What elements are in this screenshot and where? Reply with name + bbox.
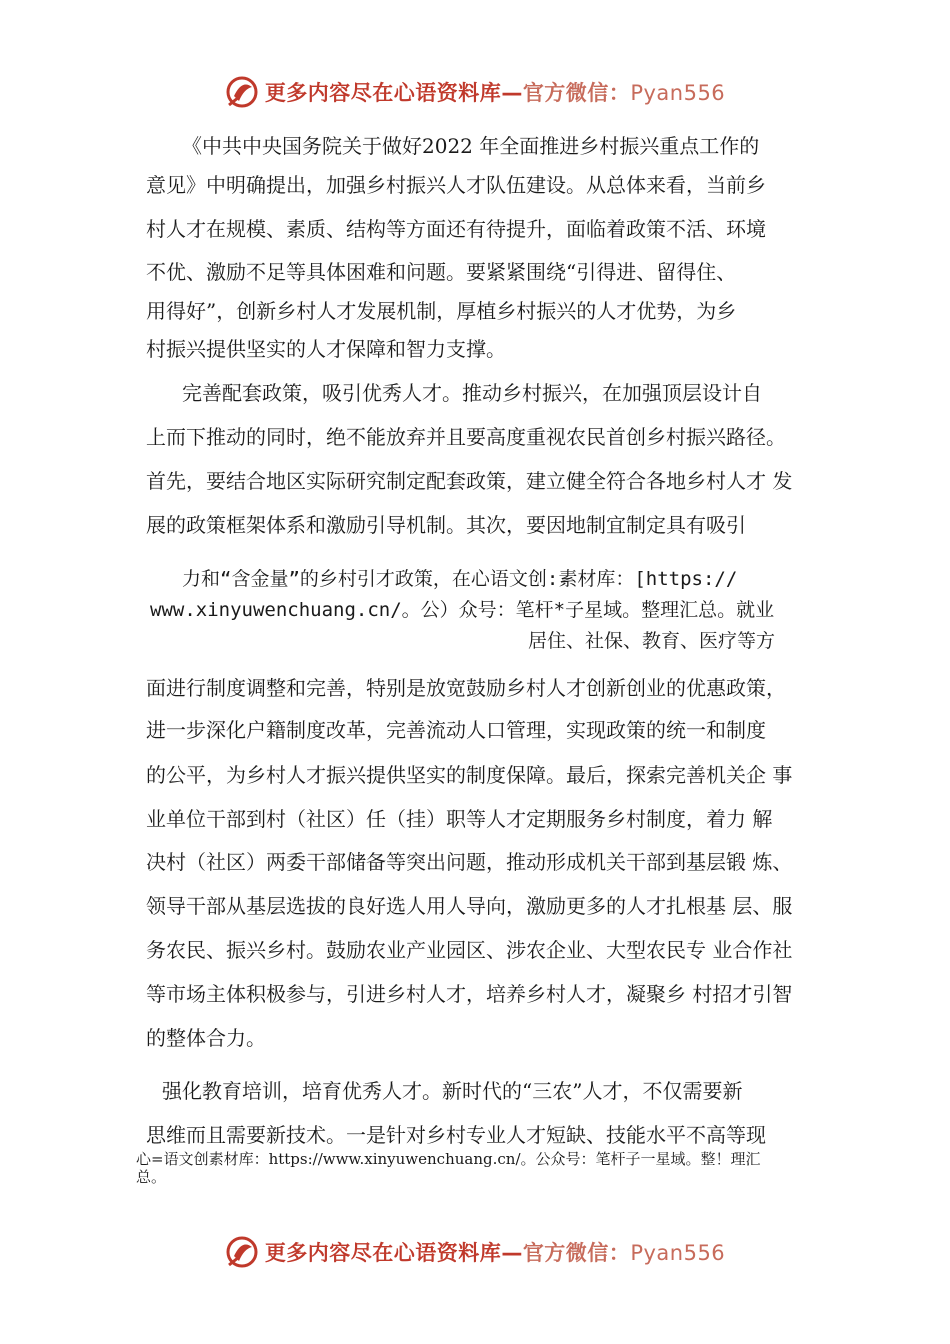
text-line: 等市场主体积极参与，引进乡村人才，培养乡村人才，凝聚乡 村招才引智 [146, 982, 793, 1006]
text-line: 的公平，为乡村人才振兴提供坚实的制度保障。最后，探索完善机关企 事 [146, 763, 793, 787]
banner-text: 更多内容尽在心语资料库—官方微信：Pyan556 [264, 81, 726, 105]
text-line: 领导干部从基层选拔的良好选人用人导向，激励更多的人才扎根基 层、服 [146, 894, 793, 918]
text-line: 居住、社保、教育、医疗等方 [528, 630, 776, 652]
text-line: 完善配套政策，吸引优秀人才。推动乡村振兴，在加强顶层设计自 [182, 381, 762, 405]
logo-icon [225, 1235, 259, 1269]
text-line: 首先，要结合地区实际研究制定配套政策，建立健全符合各地乡村人才 发 [146, 469, 793, 493]
banner-text: 更多内容尽在心语资料库—官方微信：Pyan556 [264, 1241, 726, 1265]
text-line: 强化教育培训，培育优秀人才。新时代的“三农”人才，不仅需要新 [162, 1079, 743, 1103]
text-line: 村人才在规模、素质、结构等方面还有待提升，面临着政策不活、环境 [146, 217, 766, 241]
text-line: 的整体合力。 [146, 1026, 266, 1050]
text-line: 不优、激励不足等具体困难和问题。要紧紧围绕“引得进、留得住、 [146, 260, 737, 284]
text-line: 思维而且需要新技术。一是针对乡村专业人才短缺、技能水平不高等现 [146, 1123, 766, 1147]
text-line: 上而下推动的同时，绝不能放弃并且要高度重视农民首创乡村振兴路径。 [146, 425, 786, 449]
text-line: 进一步深化户籍制度改革，完善流动人口管理，实现政策的统一和制度 [146, 718, 766, 742]
text-line: 面进行制度调整和完善，特别是放宽鼓励乡村人才创新创业的优惠政策， [146, 676, 786, 700]
text-line: 意见》中明确提出，加强乡村振兴人才队伍建设。从总体来看，当前乡 [146, 173, 766, 197]
text-line: 决村（社区）两委干部储备等突出问题，推动形成机关干部到基层锻 炼、 [146, 850, 793, 874]
text-line: 务农民、振兴乡村。鼓励农业产业园区、涉农企业、大型农民专 业合作社 [146, 938, 793, 962]
text-line: 业单位干部到村（社区）任（挂）职等人才定期服务乡村制度，着力 解 [146, 807, 773, 831]
text-line: 力和“含金量”的乡村引才政策，在心语文创:素材库：[https:// [182, 568, 738, 590]
footer-banner [0, 1232, 950, 1272]
text-line: www.xinyuwenchuang.cn/。公）众号：笔杆*子星域。整理汇总。就业 [150, 599, 775, 621]
text-line: 村振兴提供坚实的人才保障和智力支撑。 [146, 337, 506, 361]
text-line: 用得好”，创新乡村人才发展机制，厚植乡村振兴的人才优势，为乡 [146, 299, 737, 323]
footnote-line: 总。 [136, 1168, 167, 1186]
text-line: 《中共中央国务院关于做好2022 年全面推进乡村振兴重点工作的 [182, 134, 760, 158]
text-line: 展的政策框架体系和激励引导机制。其次，要因地制宜制定具有吸引 [146, 513, 746, 537]
header-banner [0, 72, 950, 112]
footnote [136, 1150, 836, 1186]
logo-icon [225, 75, 259, 109]
footnote-line: 心=语文创素材库：https://www.xinyuwenchuang.cn/。公众号：笔杆子一星域。整！理汇 [136, 1150, 761, 1168]
